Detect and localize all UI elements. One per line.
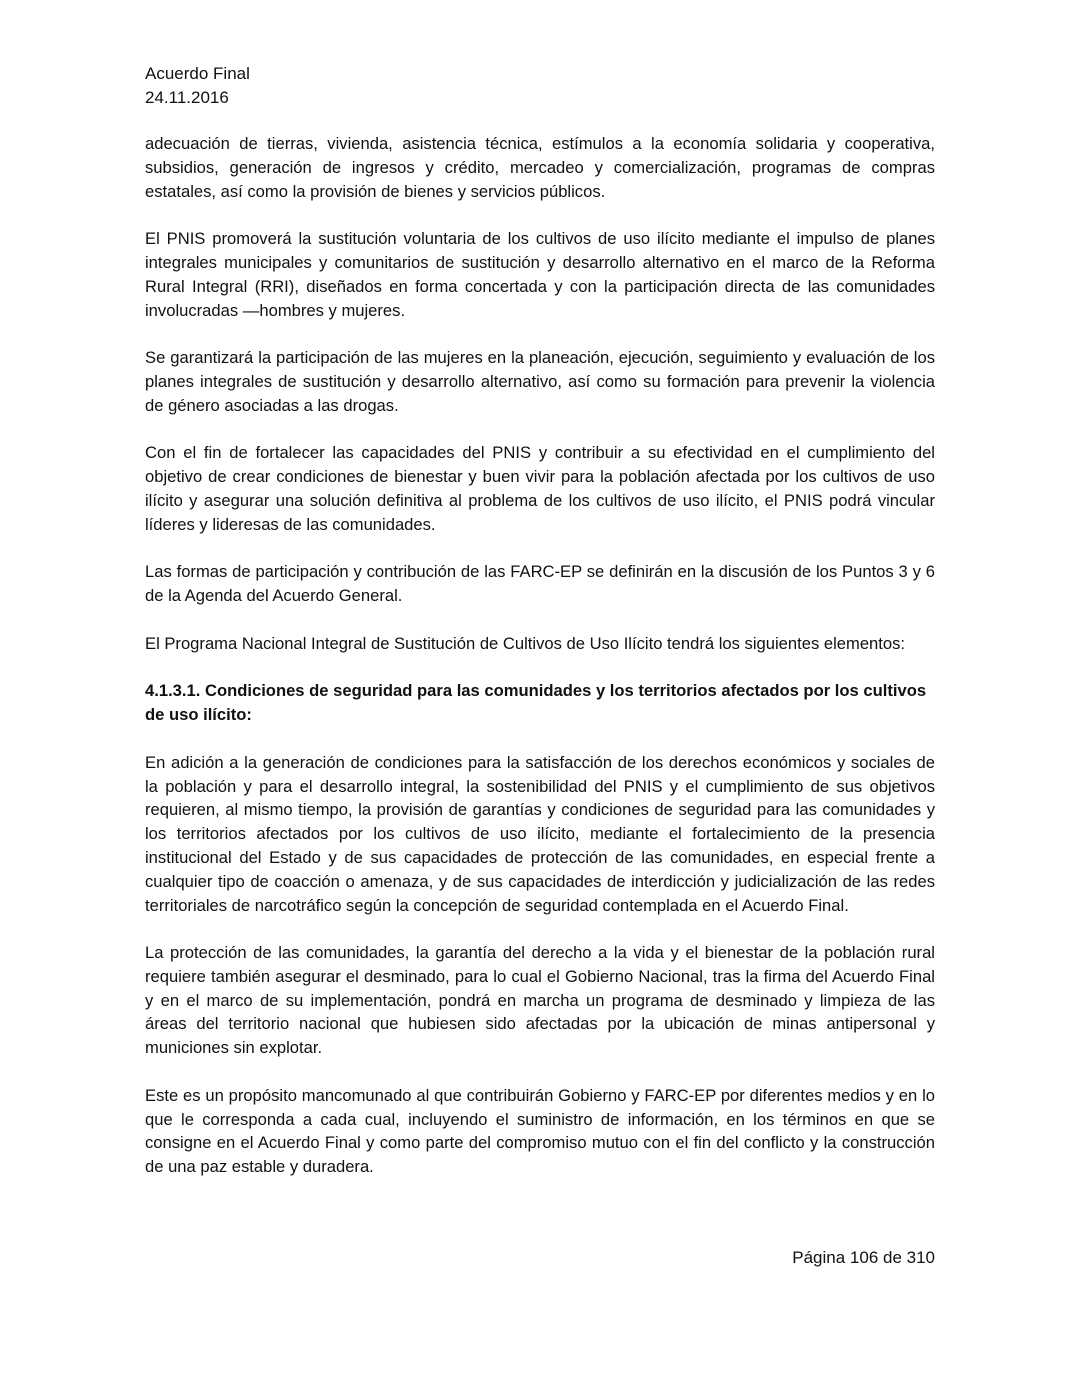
paragraph: adecuación de tierras, vivienda, asistencia técnica, estímulos a la economía solidaria y cooperativa, subsidios, generación de ingresos y crédito, mercadeo y comercialización, programas de compras estatales, así como la provisión de bienes y servicios públicos.: [145, 134, 935, 201]
paragraph: Con el fin de fortalecer las capacidades del PNIS y contribuir a su efectividad en el cumplimiento del objetivo de crear condiciones de bienestar y buen vivir para la población afectada por los cultivos de uso ilícito y asegurar una solución definitiva al problema de los cultivos de uso ilícito, el PNIS podrá vincular líderes y lideresas de las comunidades.: [145, 443, 935, 534]
section-paragraph: La protección de las comunidades, la garantía del derecho a la vida y el bienestar de la población rural requiere también asegurar el desminado, para lo cual el Gobierno Nacional, tras la firma del Acuerdo Final y en el marco de su implementación, pondrá en marcha un programa de desminado y limpieza de las áreas del territorio nacional que hubiesen sido afectadas por la ubicación de minas antipersonal y municiones sin explotar.: [145, 943, 935, 1058]
document-page: [145, 62, 935, 1203]
document-date: 24.11.2016: [145, 88, 229, 107]
section-heading: 4.1.3.1. Condiciones de seguridad para las comunidades y los territorios afectados por los cultivos de uso ilícito:: [145, 681, 927, 725]
paragraph: Las formas de participación y contribución de las FARC-EP se definirán en la discusión de los Puntos 3 y 6 de la Agenda del Acuerdo General.: [145, 562, 935, 606]
section-paragraph: En adición a la generación de condiciones para la satisfacción de los derechos económicos y sociales de la población y para el desarrollo integral, la sostenibilidad del PNIS y el cumplimiento de sus objetivos requieren, al mismo tiempo, la provisión de garantías y condiciones de seguridad para las comunidades y los territorios afectados por los cultivos de uso ilícito, mediante el fortalecimiento de la presencia institucional del Estado y de sus capacidades de protección de las comunidades, en especial frente a cualquier tipo de coacción o amenaza, y de sus capacidades de interdicción y judicialización de las redes territoriales de narcotráfico según la concepción de seguridad contemplada en el Acuerdo Final.: [145, 752, 935, 915]
section-paragraph: Este es un propósito mancomunado al que contribuirán Gobierno y FARC-EP por diferentes medios y en lo que le corresponda a cada cual, incluyendo el suministro de información, en los términos en que se consigne en el Acuerdo Final y como parte del compromiso mutuo con el fin del conflicto y la construcción de una paz estable y duradera.: [145, 1085, 935, 1177]
paragraph: El PNIS promoverá la sustitución voluntaria de los cultivos de uso ilícito mediante el impulso de planes integrales municipales y comunitarios de sustitución y desarrollo alternativo en el marco de la Reforma Rural Integral (RRI), diseñados en forma concertada y con la participación directa de las comunidades involucradas —hombres y mujeres.: [145, 229, 935, 320]
document-title: Acuerdo Final: [145, 64, 250, 83]
document-body: [145, 132, 935, 1179]
page-number: Página 106 de 310: [792, 1248, 935, 1267]
paragraph: Se garantizará la participación de las mujeres en la planeación, ejecución, seguimiento y evaluación de los planes integrales de sustitución y desarrollo alternativo, así como su formación para prevenir la violencia de género asociadas a las drogas.: [145, 348, 935, 415]
paragraph: El Programa Nacional Integral de Sustitución de Cultivos de Uso Ilícito tendrá los siguientes elementos:: [145, 633, 906, 653]
